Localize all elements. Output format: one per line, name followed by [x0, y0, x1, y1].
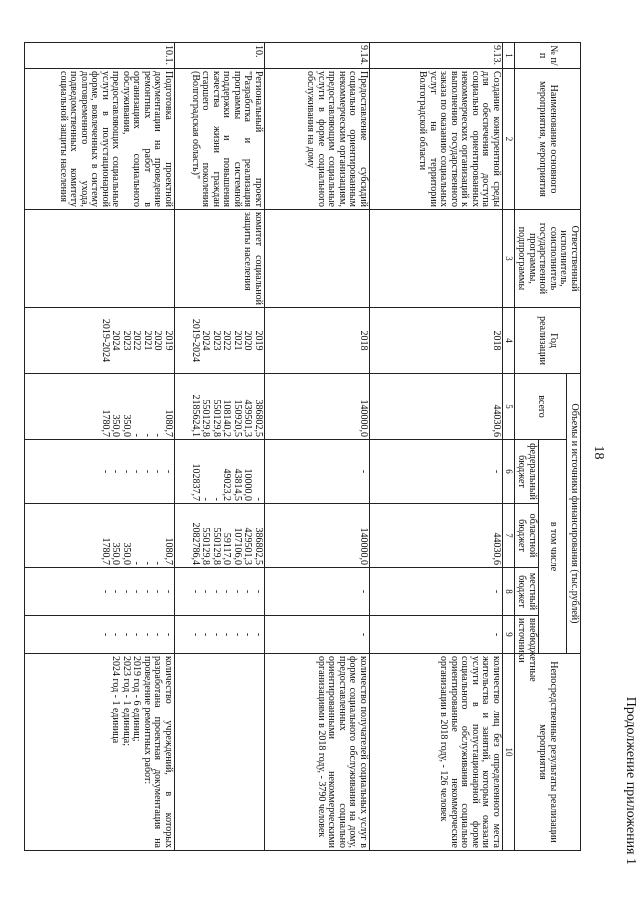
year: 2018 [264, 308, 369, 374]
financing-table [24, 42, 581, 851]
extrabudget-amount: - - - - - - - [174, 616, 264, 654]
measure-name: Региональный проект "Разработка и реализация программы системной поддержки и повышения качества жизни граждан старшего поколения (Волгоградская область)" [174, 69, 264, 210]
total-amount: 44030,6 [369, 374, 502, 440]
table-row [264, 43, 369, 851]
col-index: 9 [502, 616, 514, 654]
regional-amount: 386802,5 429501,3 107106,0 59117,0 550129,8 550129,8 2082786,4 [174, 504, 264, 568]
col-index: 7 [502, 504, 514, 568]
col-header-federal: федеральный бюджет [515, 440, 539, 504]
federal-amount: - 10000,0 43814,5 49023,2 - - 102837,7 [174, 440, 264, 504]
extrabudget-amount: - [369, 616, 502, 654]
result-text: количество лиц без определенного места жительства и занятий, которым оказали услуги в полустационарной форме социального обслуживания социально ориентированные некоммерческие организации в 2018 году, - 126 человек [369, 654, 502, 851]
total-amount: 386802,5 439501,3 150920,5 108140,2 550129,8 550129,8 2185624,1 [174, 374, 264, 440]
local-amount: - - - - - - - [174, 568, 264, 616]
year: 2019 2020 2021 2022 2023 2024 2019-2024 [174, 308, 264, 374]
result-text: количество получателей социальных услуг в форме социального обслуживания на дому, предоставленных социально ориентированными некоммерческими организациями в 2018 году, - 3790 человек [264, 654, 369, 851]
table-body [24, 43, 502, 851]
col-header-including: в том числе [539, 440, 568, 654]
col-header-name: Наименование основного мероприятия, мероприятия [515, 69, 581, 210]
row-number: 9.13. [369, 43, 502, 69]
continuation-label: Продолжение приложения 1 [623, 696, 638, 865]
year: 2018 [369, 308, 502, 374]
col-header-number: № п/п [515, 43, 581, 69]
col-index: 8 [502, 568, 514, 616]
col-header-financing: Объемы и источники финансирования (тыс.рублей) [567, 374, 581, 654]
row-number: 10.1. [24, 43, 174, 69]
col-index: 4 [502, 308, 514, 374]
col-header-local: местный бюджет [515, 568, 539, 616]
table-row [24, 43, 174, 851]
extrabudget-amount: - - - - - - - [24, 616, 174, 654]
col-header-regional: областной бюджет [515, 504, 539, 568]
col-index: 3 [502, 210, 514, 308]
table-row [369, 43, 502, 851]
col-header-results: Непосредственные результаты реализации мероприятия [515, 654, 581, 851]
col-header-executor: Ответственный исполнитель, соисполнитель государственной программы, подпрограммы [515, 210, 581, 308]
executor: комитет социальной защиты населения [174, 210, 264, 308]
row-number: 10. [174, 43, 264, 69]
col-index: 10 [502, 654, 514, 851]
federal-amount: - - - - - - - [24, 440, 174, 504]
page-number: 18 [591, 445, 606, 460]
year: 2019 2020 2021 2022 2023 2024 2019-2024 [24, 308, 174, 374]
total-amount: 140000,0 [264, 374, 369, 440]
col-header-year: Год реализации [515, 308, 581, 374]
row-number: 9.14. [264, 43, 369, 69]
regional-amount: 44030,6 [369, 504, 502, 568]
measure-name: Создание конкурентной среды для обеспечения доступа социально ориентированных некоммерческих организаций к выполнению государственного заказа по оказанию социальных услуг на территории Волгоградской области [369, 69, 502, 210]
executor [369, 210, 502, 308]
col-index: 2 [502, 69, 514, 210]
measure-name: Предоставление субсидий социально ориентированным некоммерческим организациям, предоставляющим социальные услуги в форме социального обслуживания на дому [264, 69, 369, 210]
total-amount: 1080,7 - - - 350,0 350,0 1780,7 [24, 374, 174, 440]
executor [24, 210, 174, 308]
measure-name: Подготовка проектной документации на проведение ремонтных работ в организациях социального обслуживания, предоставляющих социальные услуги в полустационарной форме, вовлеченных в систему долговременного ухода, подведомственных комитету социальной защиты населения [24, 69, 174, 210]
executor [264, 210, 369, 308]
col-header-extrabudget: внебюджетные источники [515, 616, 539, 654]
col-index: 6 [502, 440, 514, 504]
result-text [174, 654, 264, 851]
extrabudget-amount: - [264, 616, 369, 654]
col-header-total: всего [515, 374, 568, 440]
table-row [174, 43, 264, 851]
regional-amount: 140000,0 [264, 504, 369, 568]
federal-amount: - [264, 440, 369, 504]
table-header [502, 43, 580, 851]
regional-amount: 1080,7 - - - 350,0 350,0 1780,7 [24, 504, 174, 568]
federal-amount: - [369, 440, 502, 504]
col-index: 1 [502, 43, 514, 69]
local-amount: - [369, 568, 502, 616]
local-amount: - - - - - - - [24, 568, 174, 616]
local-amount: - [264, 568, 369, 616]
col-index: 5 [502, 374, 514, 440]
result-text: количество учреждений, в которых разработана проектная документация на проведение ремонтных работ: 2019 год - 6 единиц; 2023 год - 1 единица; 2024 год - 1 единица [24, 654, 174, 851]
